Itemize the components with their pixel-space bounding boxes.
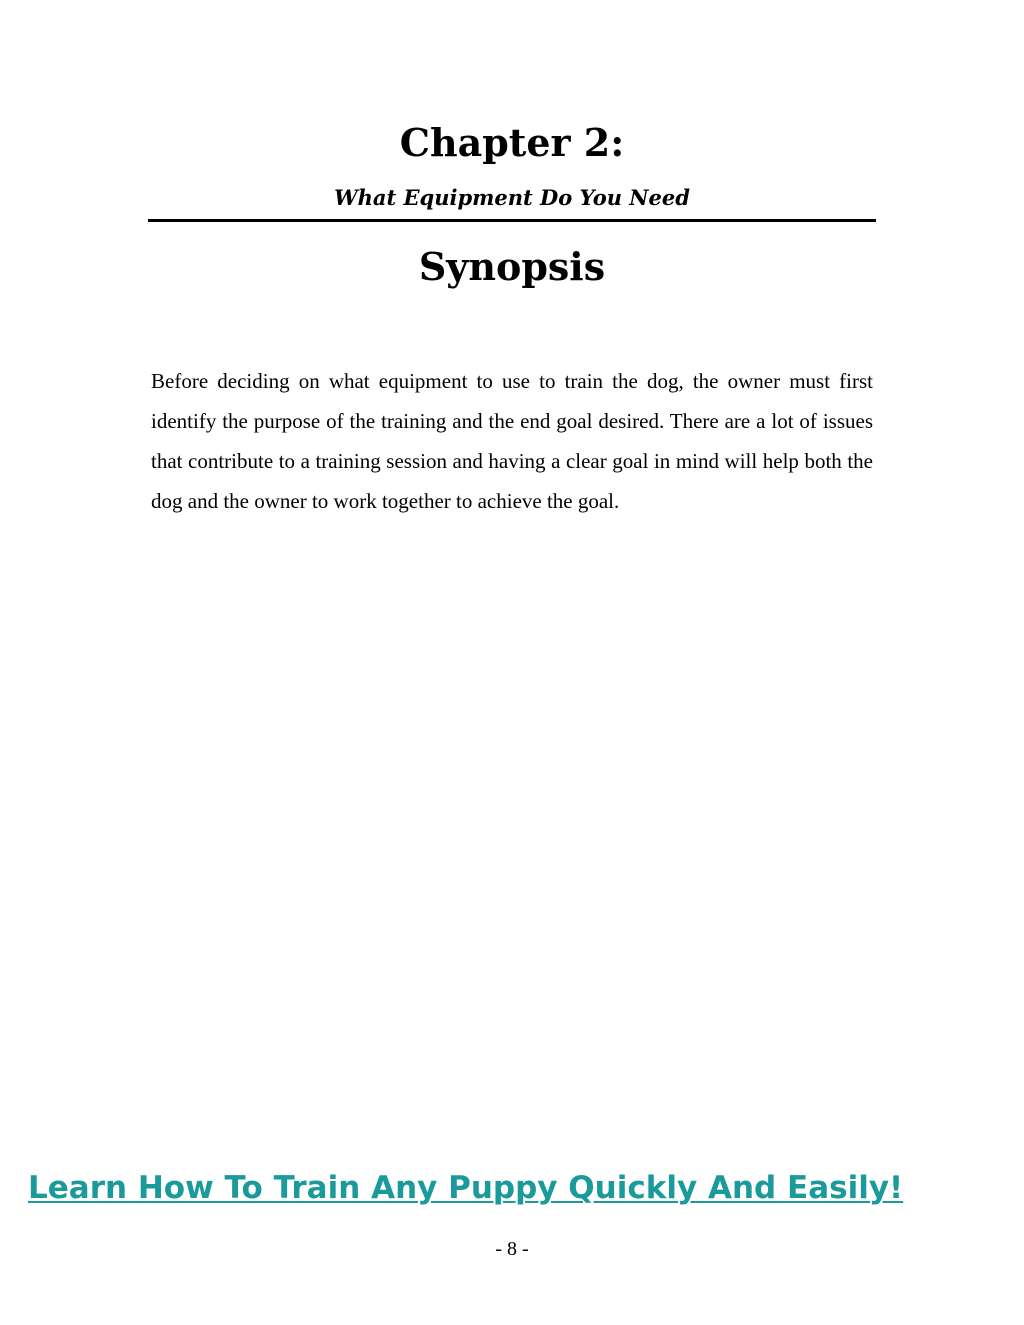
chapter-title: Chapter 2: [399, 120, 625, 165]
promo-link[interactable]: Learn How To Train Any Puppy Quickly And Easily! [28, 1170, 904, 1206]
chapter-subtitle: What Equipment Do You Need [334, 185, 690, 210]
synopsis-paragraph: Before deciding on what equipment to use to train the dog, the owner must first identify the purpose of the training and the end goal desired. There are a lot of issues that contribute to a training session and having a clear goal in mind will help both the dog and the owner to work together to achieve the goal. [151, 369, 873, 513]
section-title: Synopsis [418, 244, 606, 289]
page-number: - 8 - [495, 1238, 529, 1260]
horizontal-divider [148, 219, 876, 222]
